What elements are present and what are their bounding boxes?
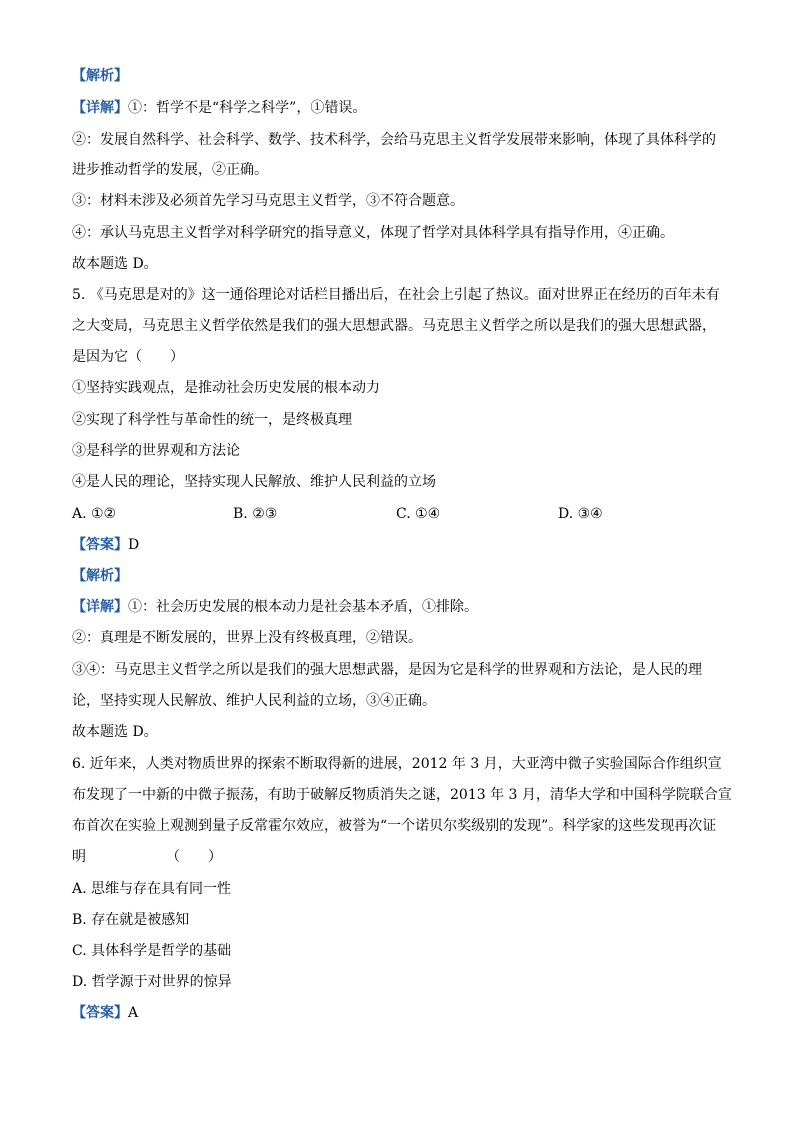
q5-option-b: B. ②③ (233, 506, 278, 522)
q4-detail-2a: ②：发展自然科学、社会科学、数学、技术科学，会给马克思主义哲学发展带来影响，体现了具体科学的 (72, 132, 716, 148)
q6-option-a: A. 思维与存在具有同一性 (72, 881, 232, 897)
q6-stem-4-blank: （ ） (166, 849, 222, 865)
q5-detail-1-text: ①：社会历史发展的根本动力是社会基本矛盾，①排除。 (128, 599, 478, 615)
q5-option-c: C. ①④ (396, 506, 441, 522)
q4-detail-4: ④：承认马克思主义哲学对科学研究的指导意义，体现了哲学对具体科学具有指导作用，④正确。 (72, 225, 674, 241)
q6-answer-value: A (128, 1005, 139, 1021)
q5-item-4: ④是人民的理论，坚持实现人民解放、维护人民利益的立场 (72, 474, 436, 490)
q5-conclusion: 故本题选 D。 (72, 724, 158, 740)
analysis-tag: 【解析】 (72, 68, 128, 84)
q5-stem-3: 是因为它（ ） (72, 349, 184, 365)
analysis-tag: 【解析】 (72, 568, 128, 584)
q6-stem-1: 6. 近年来，人类对物质世界的探索不断取得新的进展，2012 年 3 月，大亚湾中微子实验国际合作组织宣 (72, 756, 722, 772)
q4-detail-3: ③：材料未涉及必须首先学习马克思主义哲学，③不符合题意。 (72, 193, 464, 209)
q5-option-d: D. ③④ (558, 506, 603, 522)
q5-stem-2: 之大变局，马克思主义哲学依然是我们的强大思想武器。马克思主义哲学之所以是我们的强大思想武器， (72, 318, 716, 334)
q4-conclusion: 故本题选 D。 (72, 256, 158, 272)
answer-tag: 【答案】 (72, 1005, 128, 1021)
q6-option-c: C. 具体科学是哲学的基础 (72, 943, 232, 959)
q4-detail-1 (72, 98, 732, 118)
q6-stem-2: 布发现了一中新的中微子振荡，有助于破解反物质消失之谜，2013 年 3 月，清华大学和中国科学院联合宣 (72, 787, 732, 803)
answer-tag: 【答案】 (72, 537, 128, 553)
detail-tag: 【详解】 (72, 599, 128, 615)
q5-option-a: A. ①② (72, 506, 117, 522)
q4-detail-2b: 进步推动哲学的发展，②正确。 (72, 162, 268, 178)
q5-detail-34a: ③④：马克思主义哲学之所以是我们的强大思想武器，是因为它是科学的世界观和方法论，是人民的理 (72, 662, 702, 678)
detail-tag: 【详解】 (72, 100, 128, 116)
q6-stem-4-word: 明 (72, 849, 86, 865)
q4-analysis-heading (72, 66, 732, 86)
q5-answer-value: D (128, 537, 140, 553)
q6-option-b: B. 存在就是被感知 (72, 912, 190, 928)
q5-answer (72, 535, 732, 555)
q5-item-3: ③是科学的世界观和方法论 (72, 443, 240, 459)
q6-option-d: D. 哲学源于对世界的惊异 (72, 974, 232, 990)
q6-stem-3: 布首次在实验上观测到量子反常霍尔效应，被誉为“一个诺贝尔奖级别的发现”。科学家的这些发现再次证 (72, 818, 717, 834)
q5-stem-1: 5. 《马克思是对的》这一通俗理论对话栏目播出后，在社会上引起了热议。面对世界正在经历的百年未有 (72, 287, 720, 303)
q6-stem-4 (72, 847, 732, 867)
q5-analysis-heading (72, 566, 732, 586)
q5-detail-1 (72, 597, 732, 617)
q4-detail-1-text: ①：哲学不是“科学之科学”，①错误。 (128, 100, 367, 116)
q5-item-1: ①坚持实践观点，是推动社会历史发展的根本动力 (72, 380, 380, 396)
q5-detail-34b: 论，坚持实现人民解放、维护人民利益的立场，③④正确。 (72, 693, 436, 709)
q6-answer (72, 1003, 732, 1023)
q5-detail-2: ②：真理是不断发展的，世界上没有终极真理，②错误。 (72, 630, 422, 646)
q5-item-2: ②实现了科学性与革命性的统一，是终极真理 (72, 412, 352, 428)
